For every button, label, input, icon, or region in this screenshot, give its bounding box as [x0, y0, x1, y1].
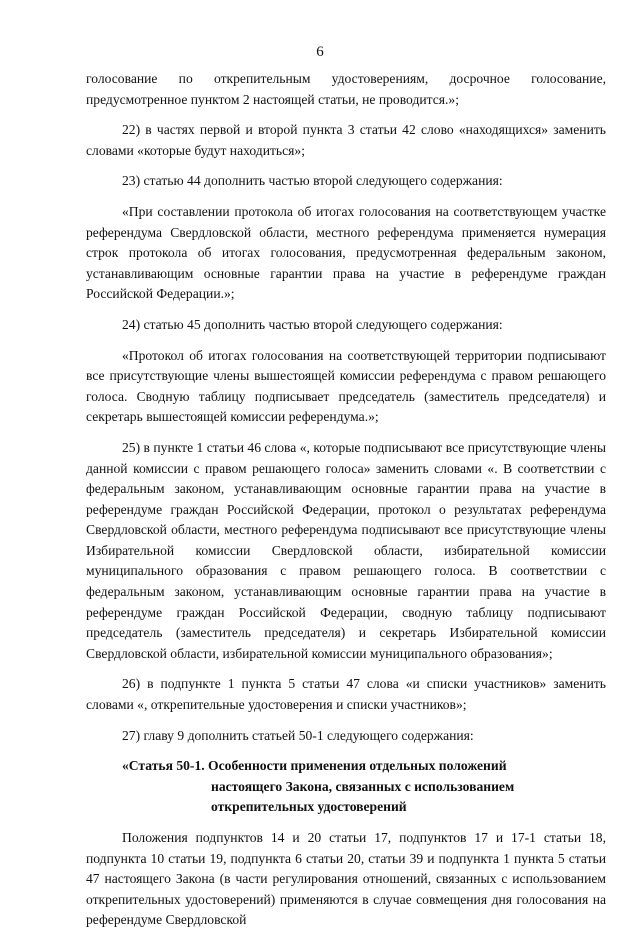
paragraph: 22) в частях первой и второй пункта 3 статьи 42 слово «находящихся» заменить словами «которые будут находиться»;: [86, 122, 606, 158]
paragraph: Положения подпунктов 14 и 20 статьи 17, подпунктов 17 и 17-1 статьи 18, подпункта 10 статьи 19, подпункта 6 статьи 20, статьи 39 и подпункта 1 пункта 5 статьи 47 настоящего Закона (в части регулирования отношений, связанных с использованием открепительных удостоверений) применяются в случае совмещения дня голосования на референдуме Свердловской: [86, 830, 606, 928]
paragraph: 26) в подпункте 1 пункта 5 статьи 47 слова «и списки участников» заменить словами «, открепительные удостоверения и списки участников»;: [86, 676, 606, 713]
page-number: 6: [316, 44, 324, 60]
paragraph: «При составлении протокола об итогах голосования на соответствующем участке референдума Свердловской области, местного референдума применяется нумерация строк протокола об итогах голосования, предусмотренная федеральным законом, устанавливающим основные гарантии права на участие в референдуме граждан Российской Федерации.»;: [86, 203, 606, 302]
article-title: [86, 756, 606, 818]
paragraph: 25) в пункте 1 статьи 46 слова «, которые подписывают все присутствующие члены данной комиссии с правом решающего голоса» заменить словами «. В соответствии с федеральным законом, устанавливающим основные гарантии права на участие в референдуме граждан Российской Федерации, протокол о результатах референдума Свердловской области, местного референдума подписывают все присутствующие члены Избирательной комиссии Свердловской области, избирательной комиссии муниципального образования с правом решающего голоса. В соответствии с федеральным законом, устанавливающим основные гарантии права на участие в референдуме граждан Российской Федерации, сводную таблицу подписывают председатель (заместитель председателя) и секретарь Избирательной комиссии Свердловской области, избирательной комиссии муниципального образования»;: [86, 439, 606, 661]
paragraph: 27) главу 9 дополнить статьей 50-1 следующего содержания:: [122, 727, 474, 743]
paragraph: 24) статью 45 дополнить частью второй следующего содержания:: [122, 316, 503, 332]
article-title-lead: «Статья 50-1. Особенности применения отдельных положений: [122, 758, 507, 774]
paragraph: 23) статью 44 дополнить частью второй следующего содержания:: [122, 173, 503, 189]
article-title-line: открепительных удостоверений: [211, 799, 407, 815]
paragraph: «Протокол об итогах голосования на соответствующей территории подписывают все присутствующие члены вышестоящей комиссии референдума с правом решающего голоса. Сводную таблицу подписывает председатель (заместитель председателя) и секретарь вышестоящей комиссии референдума.»;: [86, 347, 606, 425]
paragraph: голосование по открепительным удостоверениям, досрочное голосование, предусмотренное пунктом 2 настоящей статьи, не проводится.»;: [86, 71, 606, 107]
article-title-line: настоящего Закона, связанных с использованием: [211, 778, 515, 794]
document-body: [86, 69, 606, 931]
